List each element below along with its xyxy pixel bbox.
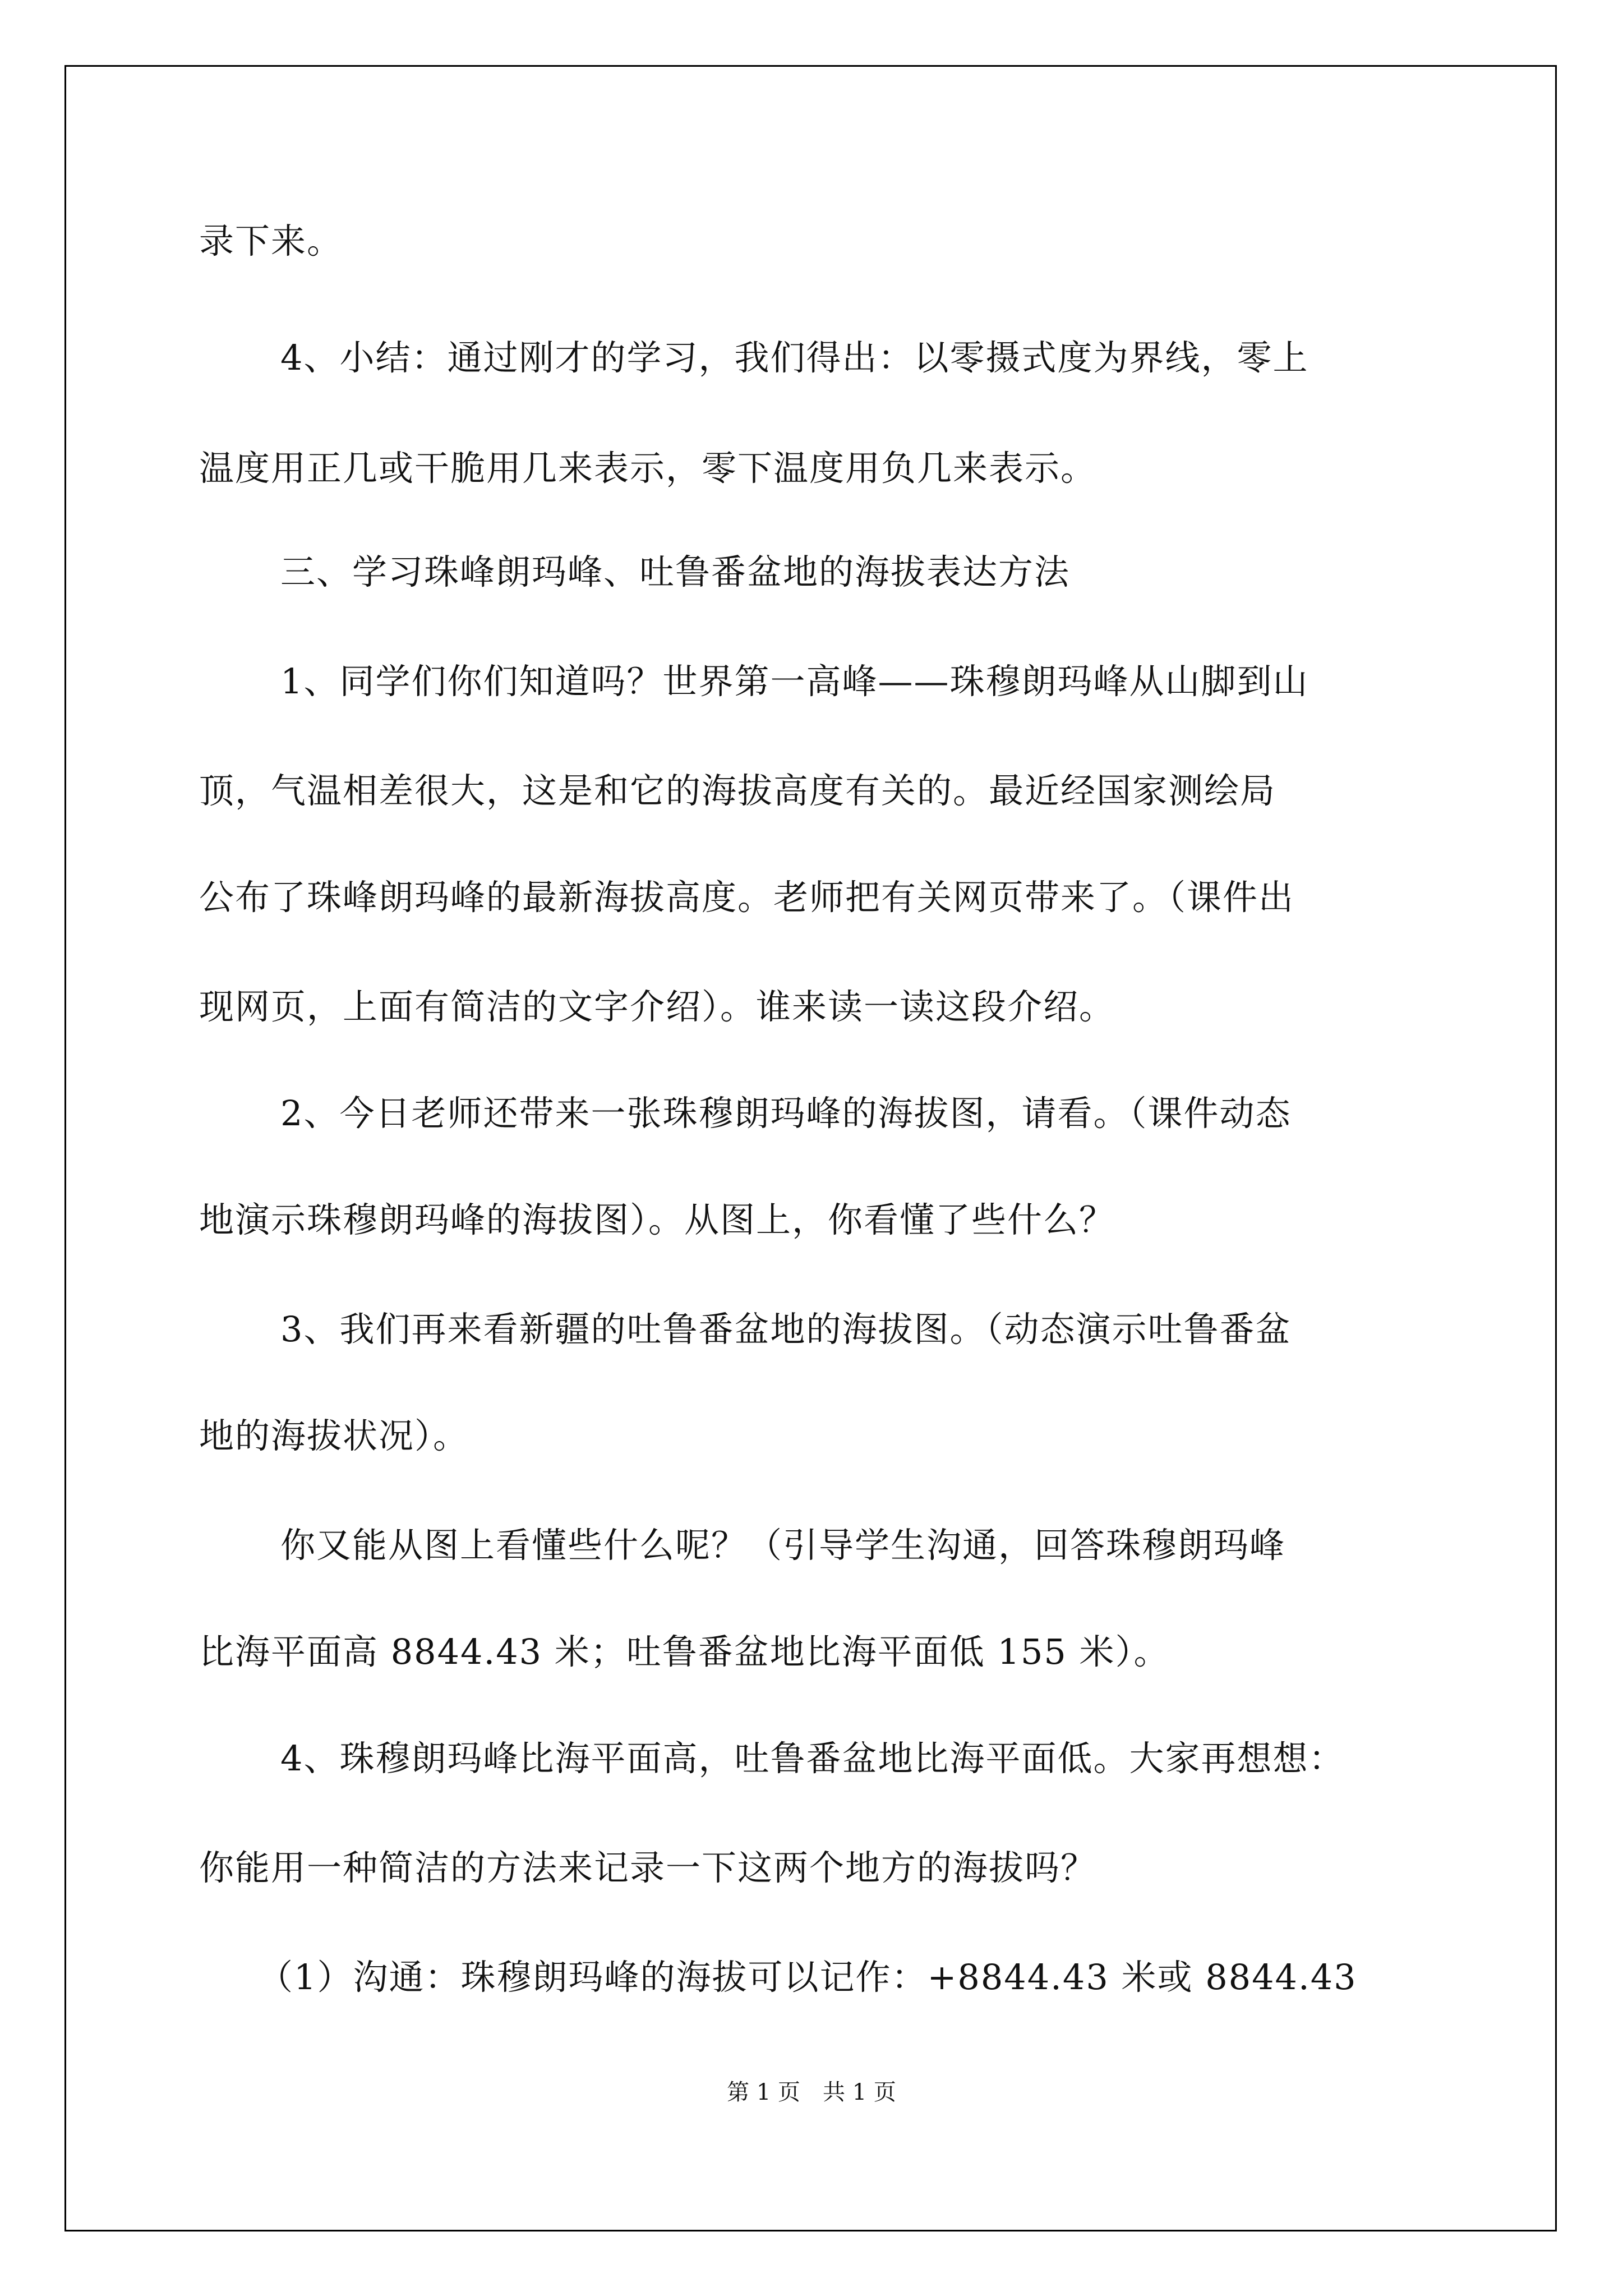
text-line: 3、我们再来看新疆的吐鲁番盆地的海拔图。（动态演示吐鲁番盆: [280, 1309, 1292, 1350]
text-line: （1）沟通：珠穆朗玛峰的海拔可以记作：+8844.43 米或 8844.43: [258, 1957, 1357, 1998]
section-heading: 三、学习珠峰朗玛峰、吐鲁番盆地的海拔表达方法: [280, 551, 1071, 592]
text-line: 地的海拔状况）。: [199, 1415, 469, 1456]
text-line: 4、小结：通过刚才的学习，我们得出：以零摄式度为界线，零上: [280, 337, 1309, 378]
text-line: 2、今日老师还带来一张珠穆朗玛峰的海拔图，请看。（课件动态: [280, 1093, 1292, 1134]
text-line: 顶，气温相差很大，这是和它的海拔高度有关的。最近经国家测绘局: [199, 770, 1276, 811]
text-line: 公布了珠峰朗玛峰的最新海拔高度。老师把有关网页带来了。（课件出: [199, 877, 1295, 918]
text-line: 地演示珠穆朗玛峰的海拔图）。从图上，你看懂了些什么？: [199, 1199, 1115, 1240]
text-line: 你又能从图上看懂些什么呢？（引导学生沟通，回答珠穆朗玛峰: [280, 1525, 1286, 1566]
text-line: 比海平面高 8844.43 米；吐鲁番盆地比海平面低 155 米）。: [199, 1631, 1170, 1672]
text-line: 温度用正几或干脆用几来表示，零下温度用负几来表示。: [199, 448, 1097, 489]
text-line: 录下来。: [199, 220, 343, 261]
text-line: 1、同学们你们知道吗？世界第一高峰——珠穆朗玛峰从山脚到山: [280, 661, 1309, 702]
text-line: 你能用一种简洁的方法来记录一下这两个地方的海拔吗？: [199, 1847, 1097, 1888]
text-line: 4、珠穆朗玛峰比海平面高，吐鲁番盆地比海平面低。大家再想想：: [280, 1738, 1345, 1779]
page-footer: 第 1 页 共 1 页: [727, 2079, 896, 2105]
text-line: 现网页，上面有简洁的文字介绍）。谁来读一读这段介绍。: [199, 986, 1115, 1027]
page-border: [64, 65, 1557, 2231]
